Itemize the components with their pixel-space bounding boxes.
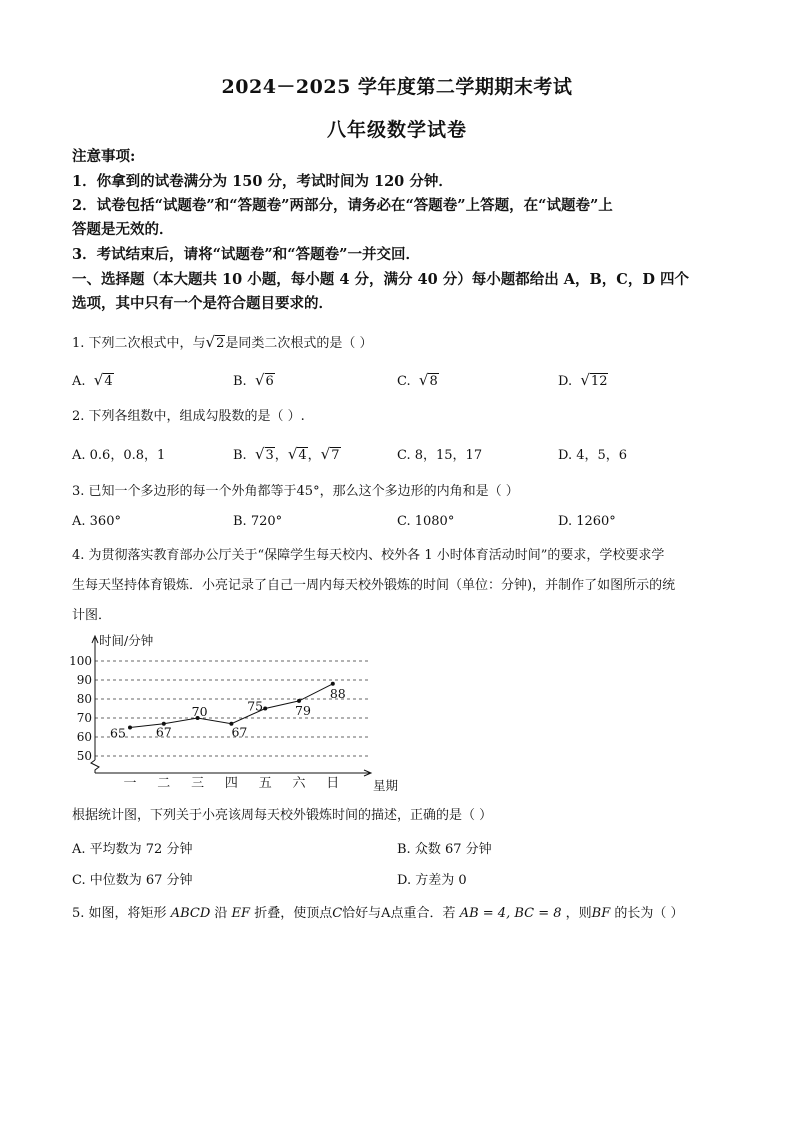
- q4-option-a[interactable]: A. 平均数为 72 分钟: [72, 842, 193, 857]
- x-tick-label: 三: [191, 776, 205, 791]
- q2-option-a[interactable]: A. 0.6，0.8，1: [72, 448, 166, 463]
- x-tick-label: 二: [157, 776, 171, 791]
- q2-option-b[interactable]: B. √3，√4，√7: [233, 445, 340, 463]
- y-tick-label: 100: [69, 654, 92, 668]
- y-axis-label: 时间/分钟: [99, 633, 154, 648]
- y-tick-label: 80: [76, 692, 92, 706]
- exam-subtitle: 八年级数学试卷: [326, 119, 467, 141]
- q4-option-b[interactable]: B. 众数 67 分钟: [397, 842, 492, 857]
- question-4-prompt: 根据统计图，下列关于小亮该周每天校外锻炼时间的描述，正确的是（ ）: [72, 808, 493, 823]
- x-axis-label: 星期: [373, 778, 398, 793]
- data-label: 67: [231, 724, 248, 740]
- x-tick-label: 日: [326, 776, 340, 791]
- q4-option-d[interactable]: D. 方差为 0: [397, 873, 467, 888]
- x-tick-label: 一: [123, 776, 137, 791]
- notice-item-2: 2．试卷包括“试题卷”和“答题卷”两部分，请务必在“答题卷”上答题，在“试题卷”上: [72, 197, 613, 214]
- question-4-stem-end: 计图．: [72, 608, 112, 623]
- y-tick-label: 90: [76, 673, 92, 687]
- data-label: 65: [110, 725, 126, 741]
- data-label: 88: [329, 685, 346, 701]
- q2-option-d[interactable]: D. 4，5，6: [558, 448, 628, 463]
- data-label: 75: [247, 698, 264, 714]
- q1-option-d[interactable]: D. √12: [558, 371, 608, 389]
- x-tick-label: 五: [258, 776, 272, 791]
- q4-option-c[interactable]: C. 中位数为 67 分钟: [72, 873, 193, 888]
- q3-option-a[interactable]: A. 360°: [72, 514, 121, 529]
- data-point: [263, 707, 267, 711]
- exam-title: 2024－2025 学年度第二学期期末考试: [221, 76, 573, 98]
- question-1-stem: 1. 下列二次根式中，与√2是同类二次根式的是（ ）: [72, 332, 732, 354]
- y-tick-label: 60: [76, 730, 92, 744]
- data-label: 67: [155, 724, 172, 740]
- section-heading: 一、选择题（本大题共 10 小题，每小题 4 分，满分 40 分）每小题都给出 A，B，C，D 四个: [72, 271, 689, 288]
- question-3-stem: 3. 已知一个多边形的每一个外角都等于45°，那么这个多边形的内角和是（ ）: [72, 484, 519, 499]
- q1-option-c[interactable]: C. √8: [397, 371, 438, 389]
- sqrt-2: √2: [205, 333, 225, 351]
- question-4-stem: 4. 为贯彻落实教育部办公厅关于“保障学生每天校内、校外各 1 小时体育活动时间”的要求，学校要求学: [72, 548, 665, 563]
- notice-item-1: 1．你拿到的试卷满分为 150 分，考试时间为 120 分钟．: [72, 173, 453, 190]
- data-label: 79: [295, 702, 311, 718]
- q1-option-b[interactable]: B. √6: [233, 371, 274, 389]
- q3-option-d[interactable]: D. 1260°: [558, 514, 616, 529]
- x-tick-label: 六: [292, 776, 306, 791]
- question-4-stem-cont: 生每天坚持体育锻炼．小亮记录了自己一周内每天校外锻炼的时间（单位：分钟)，并制作了如图所示的统: [72, 578, 676, 593]
- data-label: 70: [191, 704, 208, 719]
- q2-option-c[interactable]: C. 8，15，17: [397, 448, 483, 463]
- question-5-stem: 5. 如图，将矩形 ABCD 沿 EF 折叠，使顶点C恰好与A点重合．若 AB = 4, BC = 8 ，则BF 的长为（ ）: [72, 906, 684, 921]
- data-point: [128, 726, 132, 730]
- q3-option-c[interactable]: C. 1080°: [397, 514, 455, 529]
- y-tick-label: 70: [76, 711, 92, 725]
- notice-heading: 注意事项:: [72, 148, 136, 165]
- y-tick-label: 50: [76, 749, 92, 763]
- x-tick-label: 四: [224, 776, 238, 791]
- notice-item-3: 3．考试结束后，请将“试题卷”和“答题卷”一并交回．: [72, 246, 420, 263]
- notice-item-2-cont: 答题是无效的．: [72, 221, 174, 238]
- section-heading-cont: 选项，其中只有一个是符合题目要求的．: [72, 295, 333, 312]
- question-2-stem: 2. 下列各组数中，组成勾股数的是（ ）.: [72, 409, 305, 424]
- q1-option-a[interactable]: A. √4: [72, 371, 113, 389]
- line-chart: [68, 628, 398, 798]
- q3-option-b[interactable]: B. 720°: [233, 514, 283, 529]
- axis-break: [91, 760, 99, 773]
